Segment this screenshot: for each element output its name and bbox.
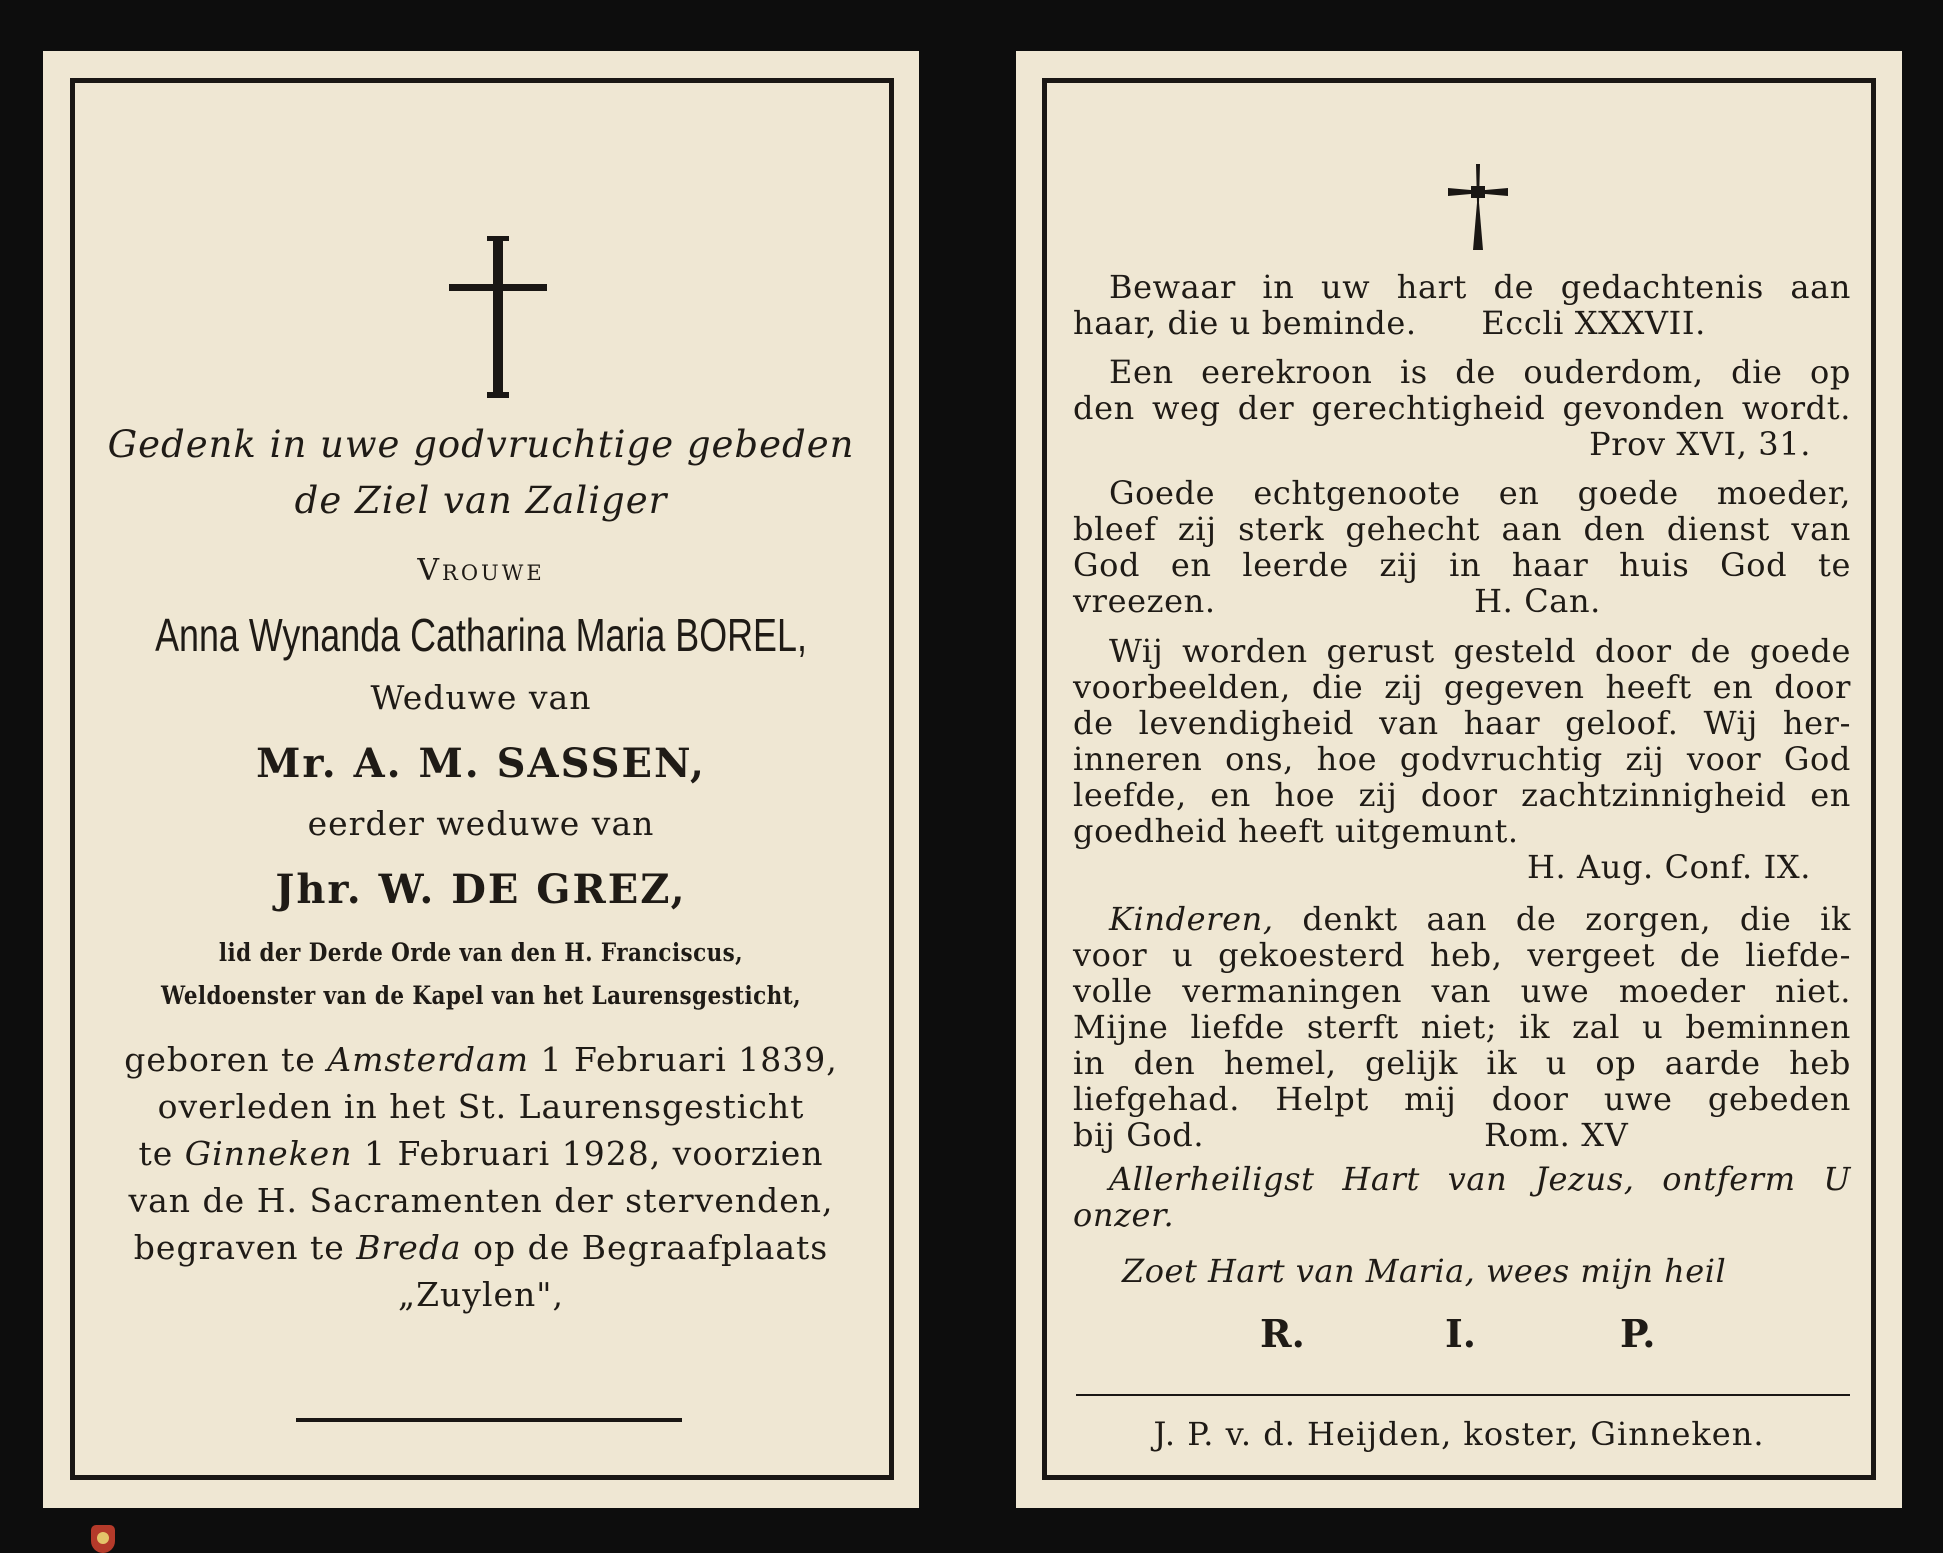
widow-of-label-1: Weduwe van (370, 678, 592, 717)
intro-line-2: de Ziel van Zaliger (294, 479, 668, 522)
rip-letter-r: R. (1260, 1311, 1305, 1356)
deceased-name: Anna Wynanda Catharina Maria BOREL, (155, 609, 807, 661)
printer-credit: J. P. v. d. Heijden, koster, Ginneken. (1153, 1415, 1765, 1453)
intro-line-1: Gedenk in uwe godvruchtige gebeden (107, 423, 855, 466)
verse-rom: Kinderen, denkt aan de zorgen, die ik voor u gekoesterd heb, vergeet de liefde- volle vermaningen van uwe moeder niet. Mijne liefde sterft niet; ik zal u beminnen in den hemel, gelijk ik u op aarde heb liefgehad. Helpt mij door uwe gebeden bij God. Rom. XV (1073, 900, 1851, 1154)
memorial-card-left-page (43, 51, 919, 1508)
died-line: overleden in het St. Laurensgesticht (157, 1087, 805, 1126)
died-place-line: te Ginneken 1 Februari 1928, voorzien (138, 1134, 824, 1173)
verse-eccli: Bewaar in uw hart de gedachtenis aan haar, die u beminde. Eccli XXXVII. (1073, 268, 1851, 342)
seal-stamp-icon (91, 1525, 115, 1553)
prayer-mary: Zoet Hart van Maria, wees mijn heil (1122, 1252, 1727, 1290)
sacraments-line: van de H. Sacramenten der stervenden, (128, 1181, 834, 1220)
verse-h-aug: Wij worden gerust gesteld door de goede voorbeelden, die zij gegeven heeft en door de levendigheid van haar geloof. Wij her- inneren ons, hoe godvruchtig zij voor God leefde, en hoe zij door zachtzinnigheid en goedheid heeft uitgemunt. H. Aug. Conf. IX. (1073, 632, 1851, 886)
cross-icon (443, 236, 553, 401)
verse-prov: Een eerekroon is de ouderdom, die op den weg der gerechtigheid gevonden wordt. Prov XVI, 31. (1073, 353, 1851, 463)
buried-line: begraven te Breda op de Begraafplaats (133, 1228, 829, 1267)
husband-name-1: Mr. A. M. SASSEN, (256, 740, 706, 787)
closing-rule (296, 1418, 682, 1422)
footer-rule (1076, 1394, 1850, 1396)
memorial-card-right-page (1016, 51, 1902, 1508)
order-membership-line: lid der Derde Orde van den H. Franciscus, (218, 938, 744, 967)
born-line: geboren te Amsterdam 1 Februari 1839, (124, 1040, 838, 1079)
rip-letter-i: I. (1445, 1311, 1477, 1356)
verse-h-can: Goede echtgenoote en goede moeder, bleef zij sterk gehecht aan den dienst van God en leerde zij in haar huis God te vreezen. H. Can. (1073, 474, 1851, 620)
benefactor-line: Weldoenster van de Kapel van het Laurensgesticht, (160, 981, 801, 1010)
cross-pattee-icon (1448, 164, 1508, 252)
cemetery-line: „Zuylen", (398, 1275, 564, 1314)
widow-of-label-2: eerder weduwe van (307, 804, 655, 843)
life-details (43, 1036, 919, 1318)
rip-letter-p: P. (1620, 1311, 1656, 1356)
title-vrouwe: Vrouwe (417, 553, 545, 588)
husband-name-2: Jhr. W. DE GREZ, (275, 866, 687, 913)
prayer-sacred-heart: Allerheiligst Hart van Jezus, ontferm U onzer. (1073, 1160, 1851, 1234)
